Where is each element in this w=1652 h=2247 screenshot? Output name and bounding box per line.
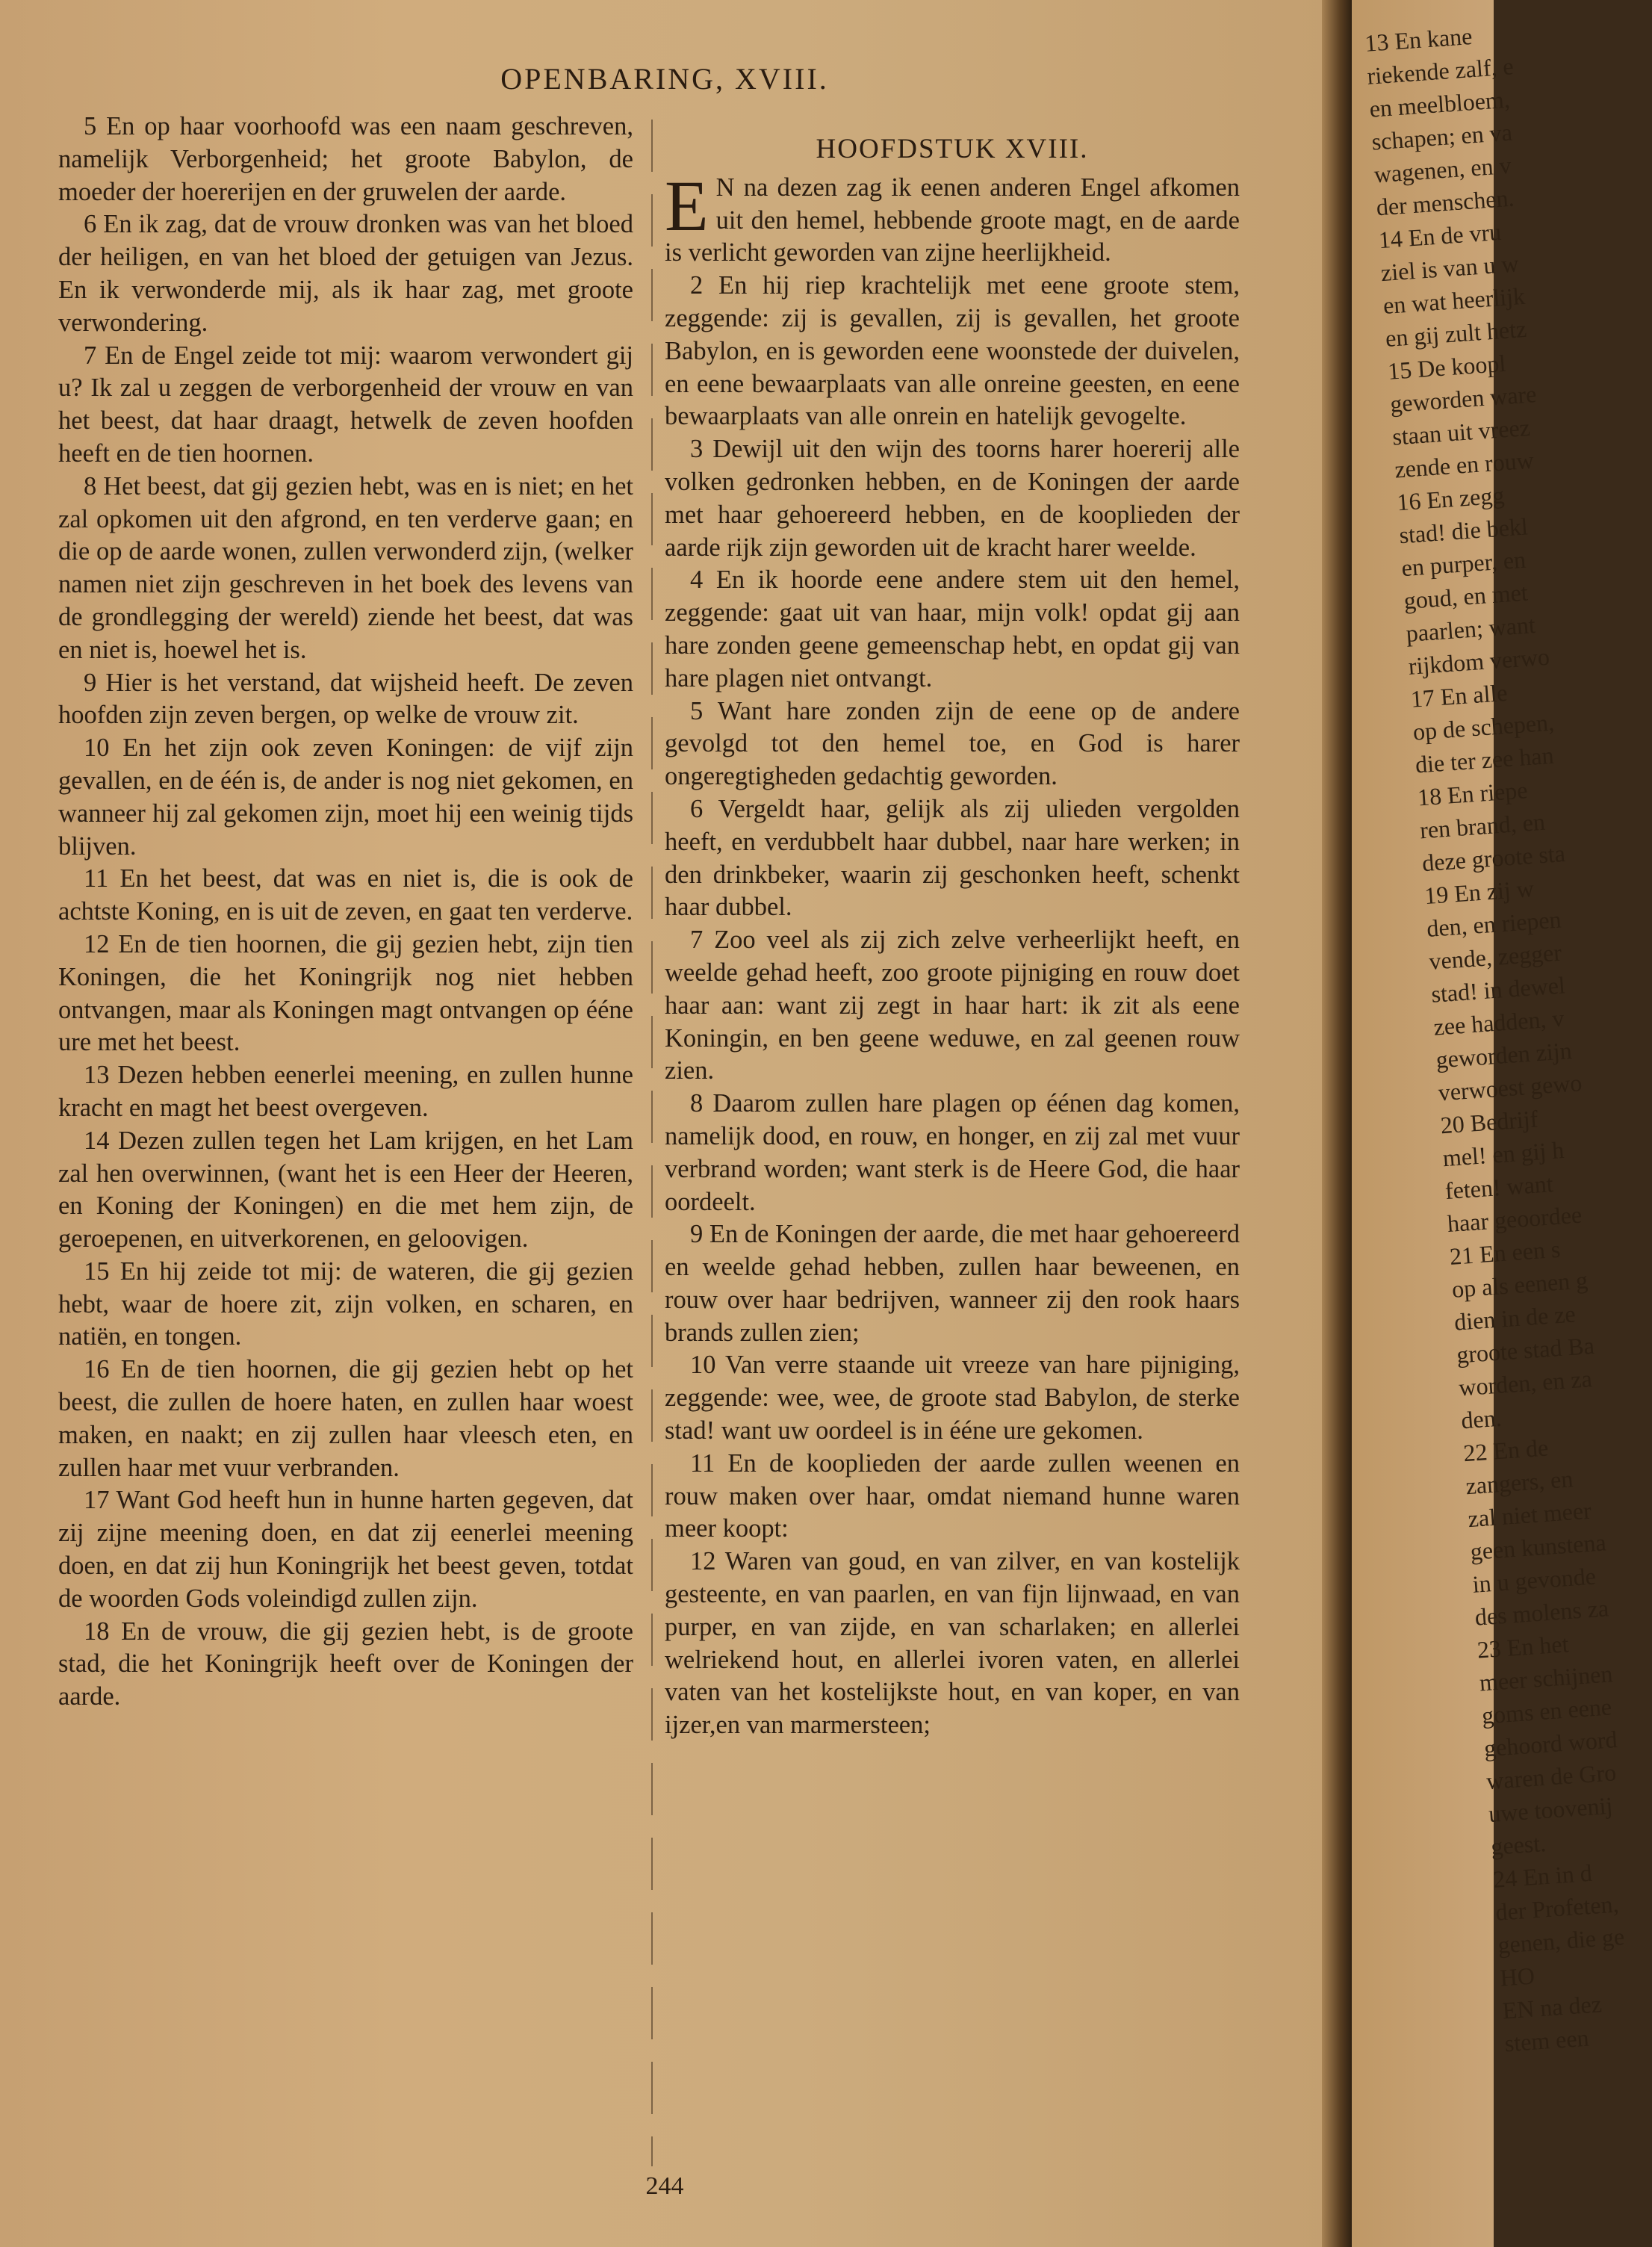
next-page-line: verwoest gewo (1437, 1069, 1583, 1106)
next-page-line: op de schepen, (1412, 708, 1556, 746)
left-column (58, 111, 633, 1714)
next-page-line: 21 En een s (1448, 1235, 1562, 1270)
next-page-line: worden, en za (1458, 1365, 1593, 1401)
next-page-line: en meelbloem, (1368, 85, 1511, 123)
next-page-line: 16 En zegg (1396, 481, 1506, 516)
verse: 6 En ik zag, dat de vrouw dronken was van het bloed der heiligen, en van het bloed der getuigen van Jezus. En ik verwonderde mij, als ik haar zag, met groote verwondering. (58, 210, 633, 337)
next-page-line: vende, zegger (1428, 938, 1562, 975)
next-page-line: 15 De koopl (1386, 349, 1507, 385)
next-page-line: 19 En zij w (1423, 874, 1535, 910)
next-page-line: wagenen, en v (1373, 151, 1512, 188)
next-page-line: riekende zalf, e (1366, 52, 1515, 90)
next-page-line: in u gevonde (1471, 1562, 1597, 1598)
next-page-line: geen kunstena (1469, 1528, 1607, 1565)
next-page-line: EN na dez (1501, 1990, 1603, 2024)
next-page-line: 20 Bedrijf (1439, 1105, 1539, 1139)
next-page-line: goud, en met (1403, 578, 1529, 615)
next-page-line: den. (1460, 1404, 1503, 1434)
verse: 4 En ik hoorde eene andere stem uit den hemel, zeggende: gaat uit van haar, mijn volk! opdat gij aan hare zonden geene gemeenschap hebt, en opdat gij van hare plagen niet ontvangt. (665, 565, 1240, 692)
verse: 12 En de tien hoornen, die gij gezien hebt, zijn tien Koningen, die het Koningrijk nog niet hebben ontvangen, maar als Koningen magt ontvangen op ééne ure met het beest. (58, 929, 633, 1057)
next-page-line: 24 En in d (1492, 1859, 1593, 1893)
next-page-line: geworden ware (1389, 380, 1538, 418)
next-page-line: groote stad Ba (1456, 1331, 1595, 1369)
next-page-line: ziel is van u w (1379, 250, 1520, 287)
verse: 11 En de kooplieden der aarde zullen weenen en rouw maken over haar, omdat niemand hunne waren meer koopt: (665, 1448, 1240, 1543)
verse: 6 Vergeldt haar, gelijk als zij ulieden vergolden heeft, en verdubbelt haar dubbel, naar hare werken; in den drinkbeker, waarin zij geschonken heeft, schenkt haar dubbel. (665, 794, 1240, 922)
next-page-line: zee hadden, v (1432, 1004, 1565, 1041)
next-page-line: 17 En alle (1409, 678, 1509, 713)
next-page-line: mel! en gij h (1441, 1136, 1565, 1172)
next-page-line: en purper, en (1400, 545, 1527, 582)
next-page-line: stad! in dewel (1430, 971, 1566, 1008)
verse: 5 Want hare zonden zijn de eene op de andere gevolgd tot den hemel toe, en God is harer ongeregtigheden gedachtig geworden. (665, 696, 1240, 791)
verse: 8 Daarom zullen hare plagen op éénen dag komen, namelijk dood, en rouw, en honger, en zij zal met vuur verbrand worden; want sterk is de Heere God, die haar oordeelt. (665, 1089, 1240, 1216)
verse: 12 Waren van goud, en van zilver, en van kostelijk gesteente, en van paarlen, en van fijn lijnwaad, en van purper, en van zijde, en van scharlaken; en allerlei welriekend hout, en allerlei ivoren vaten, en allerlei vaten van het kostelijkste hout, en van koper, en van ijzer,en van marmersteen; (665, 1547, 1240, 1740)
next-page-line: 18 En riepe (1416, 776, 1529, 811)
next-page-line: meer schijnen (1478, 1660, 1614, 1696)
verse: 8 Het beest, dat gij gezien hebt, was en is niet; en het zal opkomen uit den afgrond, en ten verderve gaan; en die op de aarde wonen, zullen verwonderd zijn, (welker namen niet zijn geschreven in het boek des levens van de grondlegging der wereld) ziende het beest, dat was en niet is, hoewel het is. (58, 471, 633, 664)
next-page-line: schapen; en va (1370, 118, 1513, 155)
verse: 2 En hij riep krachtelijk met eene groote stem, zeggende: zij is gevallen, zij is gevallen, het groote Babylon, en is geworden eene woonstede der duivelen, en eene bewaarplaats van alle onreine geesten, en eene bewaarplaats van alle onrein en hatelijk gevogelte. (665, 271, 1240, 431)
chapter-opening (665, 165, 1240, 270)
next-page-line: feten! want (1444, 1170, 1554, 1205)
opening-text: N na dezen zag ik eenen anderen Engel afkomen uit den hemel, hebbende groote magt, en de aarde is verlicht geworden van zijne heerlijkheid. (665, 173, 1240, 267)
drop-cap: E (665, 165, 709, 246)
next-page-line: zal niet meer (1467, 1496, 1592, 1533)
running-head: OPENBARING, XVIII. (500, 62, 829, 96)
next-page-line: geest. (1490, 1829, 1547, 1861)
verse: 14 Dezen zullen tegen het Lam krijgen, en het Lam zal hen overwinnen, (want het is een Heer der Heeren, en Koning der Koningen) en die met hem zijn, de geroepenen, en uitverkorenen, en geloovigen. (58, 1126, 633, 1253)
next-page-line: goms en eene (1480, 1693, 1613, 1729)
next-page-line: stad! die bekl (1398, 512, 1529, 549)
next-page-line: en wat heerlijk (1382, 282, 1527, 320)
next-page-text (1364, 16, 1652, 2060)
page-number: 244 (645, 2172, 684, 2200)
next-page-line: zangers, en (1465, 1465, 1574, 1500)
verse: 3 Dewijl uit den wijn des toorns harer hoererij alle volken gedronken hebben, en de Koningen der aarde met haar gehoereerd hebben, en de kooplieden der aarde rijk zijn geworden uit de kracht harer weelde. (665, 435, 1240, 562)
next-page-line: der Profeten, (1494, 1890, 1620, 1926)
next-page-line: staan uit vreez (1391, 413, 1531, 450)
next-page-line: dien in de ze (1453, 1300, 1577, 1336)
next-page-line: uwe toovenij (1488, 1791, 1614, 1828)
column-divider (651, 120, 653, 2166)
verse: 11 En het beest, dat was en niet is, die is ook de achtste Koning, en is uit de zeven, en gaat ten verderve. (58, 864, 633, 926)
next-page-line: den, en riepen (1426, 905, 1562, 943)
next-page-line: op als eenen g (1450, 1266, 1589, 1303)
next-page-line: gehoord word (1482, 1725, 1618, 1762)
next-page-line: 13 En kane (1364, 22, 1474, 57)
next-page-line: 14 En de vru (1377, 217, 1503, 254)
next-page-line: des molens za (1474, 1594, 1610, 1631)
verse: 5 En op haar voorhoofd was een naam geschreven, namelijk Verborgenheid; het groote Babylon, de moeder der hoererijen en der gruwelen der aarde. (58, 112, 633, 206)
verse: 7 Zoo veel als zij zich zelve verheerlijkt heeft, en weelde gehad heeft, zoo groote pijniging en rouw doet haar aan: want zij zegt in haar hart: ik zit als eene Koningin, en ben geene weduwe, en zal geenen rouw zien. (665, 926, 1240, 1085)
next-page-line: geworden zijn (1435, 1036, 1573, 1073)
next-page-line: HO (1499, 1962, 1535, 1992)
verse: 18 En de vrouw, die gij gezien hebt, is de groote stad, die het Koningrijk heeft over de Koningen der aarde. (58, 1617, 633, 1711)
right-column (665, 111, 1240, 1742)
next-page-line: 22 En de (1462, 1434, 1550, 1467)
next-page-line: rijkdom verwo (1407, 642, 1550, 680)
verse: 10 Van verre staande uit vreeze van hare pijniging, zeggende: wee, wee, de groote stad Babylon, de sterke stad! want uw oordeel is in ééne ure gekomen. (665, 1351, 1240, 1445)
verse: 9 Hier is het verstand, dat wijsheid heeft. De zeven hoofden zijn zeven bergen, op welke de vrouw zit. (58, 668, 633, 730)
next-page-line: zende en rouw (1394, 446, 1535, 483)
chapter-title: HOOFDSTUK XVIII. (816, 134, 1089, 164)
next-page-line: waren de Gro (1485, 1758, 1618, 1795)
next-page-line: ren brand, en (1418, 808, 1546, 844)
verse: 13 Dezen hebben eenerlei meening, en zullen hunne kracht en magt het beest overgeven. (58, 1061, 633, 1122)
next-page-line: die ter zee han (1414, 741, 1555, 778)
verse: 17 Want God heeft hun in hunne harten gegeven, dat zij zijne meening doen, en dat zij eenerlei meening doen, en dat zij hun Koningrijk het beest geven, totdat de woorden Gods voleindigd zullen zijn. (58, 1486, 633, 1613)
book-gutter (1322, 0, 1352, 2247)
next-page-line: genen, die ge (1497, 1922, 1626, 1959)
next-page-line: en gij zult hetz (1384, 314, 1528, 352)
next-page-line: deze groote sta (1421, 839, 1566, 877)
next-page-line: 23 En het (1476, 1630, 1570, 1664)
book-page-right-edge (1352, 0, 1626, 2247)
next-page-line: stem een (1503, 2024, 1590, 2057)
verse: 15 En hij zeide tot mij: de wateren, die gij gezien hebt, waar de hoere zit, zijn volken, en scharen, en natiën, en tongen. (58, 1256, 633, 1351)
next-page-line: haar geoordee (1446, 1200, 1583, 1238)
next-page-line: paarlen; want (1405, 610, 1536, 647)
verse: 7 En de Engel zeide tot mij: waarom verwondert gij u? Ik zal u zeggen de verborgenheid der vrouw en van het beest, dat haar draagt, hetwelk de zeven hoofden heeft en de tien hoornen. (58, 341, 633, 468)
verse: 16 En de tien hoornen, die gij gezien hebt op het beest, die zullen de hoere haten, en zullen haar woest maken, en naakt; en zij zullen haar vleesch eten, en zullen haar met vuur verbranden. (58, 1355, 633, 1482)
next-page-line: der menschen. (1375, 184, 1515, 221)
verse: 10 En het zijn ook zeven Koningen: de vijf zijn gevallen, en de één is, de ander is nog niet gekomen, en wanneer hij zal gekomen zijn, moet hij een weinig tijds blijven. (58, 734, 633, 861)
verse: 9 En de Koningen der aarde, die met haar gehoereerd en weelde gehad hebben, zullen haar beweenen, en rouw over haar bedrijven, wanneer zij den rook haars brands zullen zien; (665, 1220, 1240, 1347)
